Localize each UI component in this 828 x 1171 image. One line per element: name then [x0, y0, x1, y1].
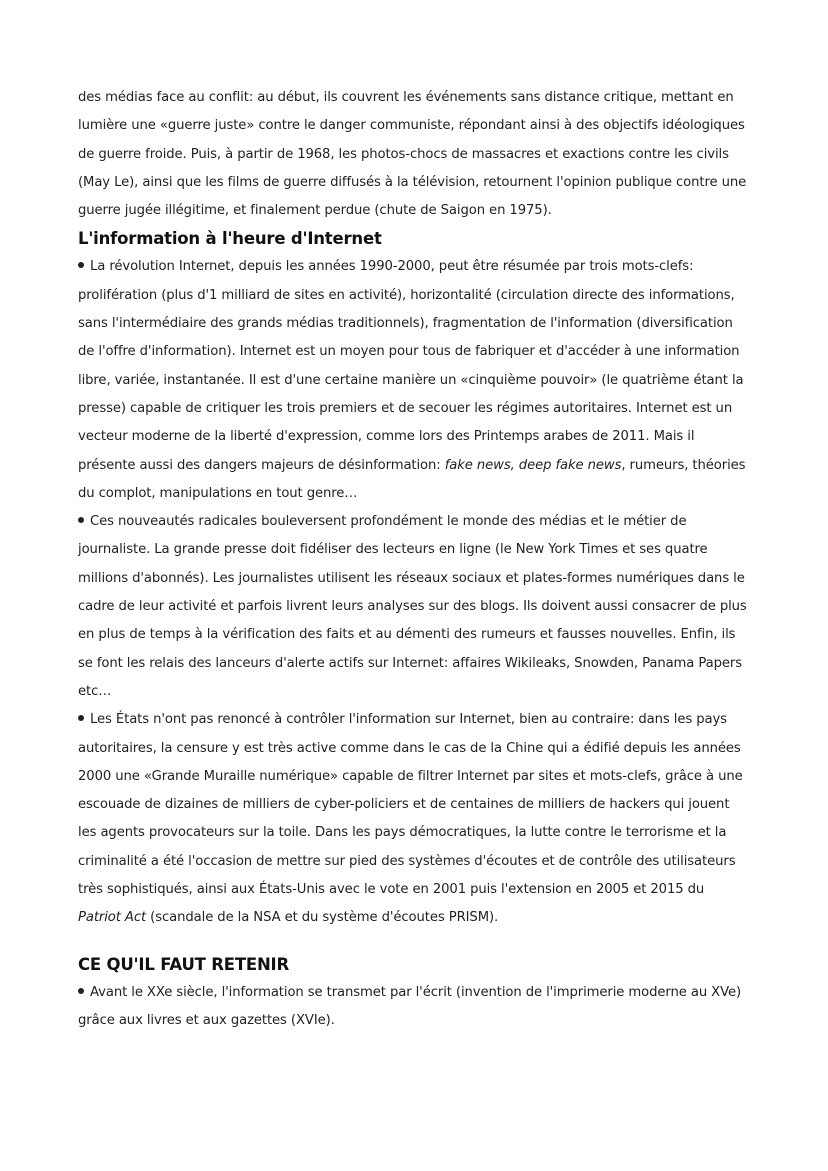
section-heading-retenir: CE QU'IL FAUT RETENIR: [78, 954, 289, 974]
bullet-icon: [78, 715, 84, 721]
section-heading-internet: L'information à l'heure d'Internet: [78, 229, 382, 249]
bullet-3-text-a: Les États n'ont pas renoncé à contrôler l'information sur Internet, bien au contraire: dans les pays autoritaires, la censure y est très active comme dans le cas de la Chine qui a édifié depuis les années 2000 une «Grande Muraille numérique» capable de filtrer Internet par sites et mots-clefs, grâce à une escouade de dizaines de milliers de cyber-policiers et de centaines de milliers de hackers qui jouent les agents provocateurs sur la toile. Dans les pays démocratiques, la lutte contre le terrorisme et la criminalité a été l'occasion de mettre sur pied des systèmes d'écoutes et de contrôle des utilisateurs très sophistiqués, ainsi aux États-Unis avec le vote en 2001 puis l'extension en 2005 et 2015 du: [78, 712, 743, 898]
bullet-icon: [78, 517, 84, 523]
bullet-1-italic: fake news, deep fake news: [444, 457, 622, 473]
bullet-3-text-b: (scandale de la NSA et du système d'écoutes PRISM).: [146, 910, 499, 926]
bullet-icon: [78, 988, 84, 994]
retenir-bullet-1-text: Avant le XXe siècle, l'information se transmet par l'écrit (invention de l'imprimerie moderne au XVe) grâce aux livres et aux gazettes (XVIe).: [78, 984, 742, 1028]
bullet-2-text: Ces nouveautés radicales bouleversent profondément le monde des médias et le métier de journaliste. La grande presse doit fidéliser des lecteurs en ligne (le New York Times et ses quatre millions d'abonnés). Les journalistes utilisent les réseaux sociaux et plates-formes numériques dans le cadre de leur activité et parfois livrent leurs analyses sur des blogs. Ils doivent aussi consacrer de plus en plus de temps à la vérification des faits et au démenti des rumeurs et fausses nouvelles. Enfin, ils se font les relais des lanceurs d'alerte actifs sur Internet: affaires Wikileaks, Snowden, Panama Papers etc…: [78, 514, 747, 699]
internet-bullet-1: [78, 253, 750, 508]
internet-bullet-3: [78, 706, 750, 932]
bullet-3-italic: Patriot Act: [78, 910, 147, 926]
bullet-icon: [78, 262, 84, 268]
bullet-1-text-b: , rumeurs, théories du complot, manipulations en tout genre…: [78, 457, 746, 501]
retenir-bullet-1: [78, 979, 750, 1036]
internet-bullet-2: [78, 508, 750, 706]
section-spacer: [78, 933, 750, 951]
document-page: [78, 84, 750, 1035]
intro-paragraph: des médias face au conflit: au début, ils couvrent les événements sans distance critique, mettant en lumière une «guerre juste» contre le danger communiste, répondant ainsi à des objectifs idéologiques de guerre froide. Puis, à partir de 1968, les photos-chocs de massacres et exactions contre les civils (May Le), ainsi que les films de guerre diffusés à la télévision, retournent l'opinion publique contre une guerre jugée illégitime, et finalement perdue (chute de Saigon en 1975).: [78, 90, 747, 219]
bullet-1-text-a: La révolution Internet, depuis les années 1990-2000, peut être résumée par trois mots-clefs: prolifération (plus d'1 milliard de sites en activité), horizontalité (circulation directe des informations, sans l'intermédiaire des grands médias traditionnels), fragmentation de l'information (diversification de l'offre d'information). Internet est un moyen pour tous de fabriquer et d'accéder à une information libre, variée, instantanée. Il est d'une certaine manière un «cinquième pouvoir» (le quatrième étant la presse) capable de critiquer les trois premiers et de secouer les régimes autoritaires. Internet est un vecteur moderne de la liberté d'expression, comme lors des Printemps arabes de 2011. Mais il présente aussi des dangers majeurs de désinformation:: [78, 259, 744, 473]
